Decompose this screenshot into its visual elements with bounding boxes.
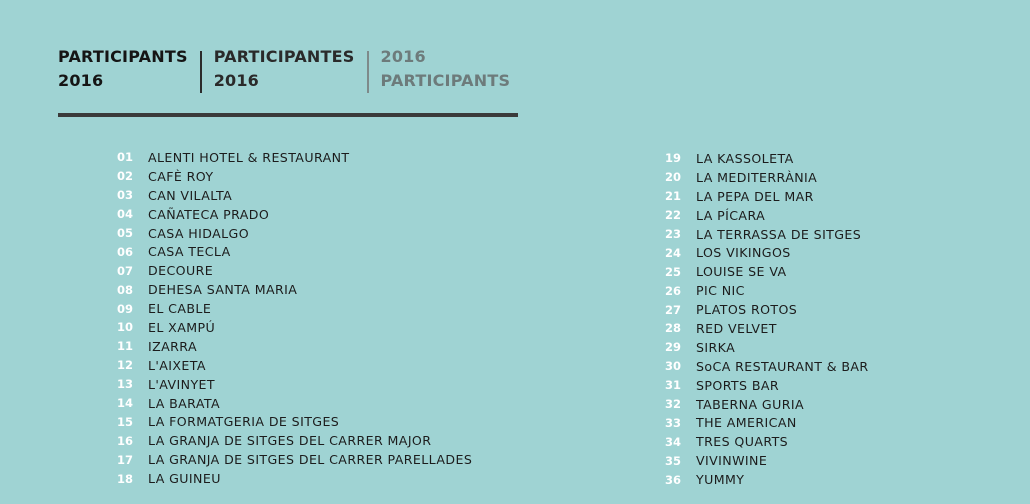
title-catalan-line-2: 2016 [58, 71, 104, 90]
title-divider [367, 51, 369, 93]
participant-number: 36 [665, 472, 682, 487]
participant-item [665, 243, 869, 262]
participant-name: CASA HIDALGO [148, 225, 250, 241]
participant-item [665, 206, 869, 225]
participant-item [665, 376, 869, 395]
title-divider [200, 51, 202, 93]
page-header [58, 45, 510, 93]
participant-name: LOS VIKINGOS [696, 245, 791, 261]
participant-number: 10 [117, 320, 134, 335]
participant-name: LOUISE SE VA [696, 264, 787, 280]
participant-item [665, 357, 869, 376]
participant-item [117, 148, 472, 167]
participant-name: LA KASSOLETA [696, 150, 794, 166]
participant-number: 26 [665, 283, 682, 298]
participant-number: 22 [665, 208, 682, 223]
participant-name: PIC NIC [696, 283, 745, 299]
participant-item [117, 469, 472, 488]
participant-name: LA GRANJA DE SITGES DEL CARRER PARELLADES [148, 452, 473, 468]
participant-name: DECOURE [148, 263, 214, 279]
participant-number: 15 [117, 414, 134, 429]
title-catalan [58, 45, 188, 93]
participants-list-left [117, 148, 472, 488]
participant-item [665, 338, 869, 357]
participant-item [665, 395, 869, 414]
participant-number: 34 [665, 434, 682, 449]
participant-item [117, 167, 472, 186]
participant-item [665, 262, 869, 281]
participant-name: LA GRANJA DE SITGES DEL CARRER MAJOR [148, 433, 432, 449]
title-spanish [214, 45, 355, 93]
participant-number: 16 [117, 433, 134, 448]
participant-item [665, 300, 869, 319]
participant-name: LA GUINEU [148, 471, 221, 487]
participant-item [665, 432, 869, 451]
participant-number: 03 [117, 188, 134, 203]
participant-name: SoCA RESTAURANT & BAR [696, 358, 869, 374]
participant-name: L'AVINYET [148, 376, 215, 392]
participant-name: CAFÈ ROY [148, 168, 214, 184]
participant-name: LA PÍCARA [696, 207, 766, 223]
participant-name: LA MEDITERRÀNIA [696, 169, 818, 185]
participants-list-right [665, 149, 869, 489]
participant-item [117, 186, 472, 205]
participant-name: TABERNA GURIA [696, 396, 804, 412]
participant-name: LA BARATA [148, 395, 220, 411]
participant-number: 14 [117, 396, 134, 411]
participant-number: 23 [665, 227, 682, 241]
participant-number: 35 [665, 453, 682, 468]
participant-item [665, 168, 869, 187]
participant-name: EL CABLE [148, 301, 212, 317]
participant-number: 29 [665, 340, 682, 355]
participant-number: 08 [117, 282, 134, 297]
participant-item [117, 299, 472, 318]
participant-item [117, 224, 472, 243]
participant-item [117, 261, 472, 280]
participant-name: IZARRA [148, 338, 197, 354]
participant-name: ALENTI HOTEL & RESTAURANT [148, 149, 350, 165]
participant-item [665, 187, 869, 206]
participant-name: L'AIXETA [148, 357, 206, 373]
participant-number: 27 [665, 302, 682, 317]
participant-number: 04 [117, 207, 134, 222]
participant-number: 21 [665, 189, 682, 204]
participant-name: SPORTS BAR [696, 377, 780, 393]
participant-number: 05 [117, 226, 134, 240]
participant-number: 20 [665, 170, 682, 185]
participant-item [117, 356, 472, 375]
participant-item [665, 281, 869, 300]
participant-item [117, 205, 472, 224]
header-rule [58, 113, 518, 117]
participant-name: RED VELVET [696, 320, 777, 336]
participant-number: 19 [665, 151, 682, 166]
title-english-line-2: PARTICIPANTS [380, 71, 511, 90]
participant-number: 06 [117, 244, 134, 259]
participant-item [117, 450, 472, 469]
participant-number: 02 [117, 169, 134, 184]
participant-number: 32 [665, 397, 682, 412]
participant-name: SIRKA [696, 339, 736, 355]
participant-number: 07 [117, 263, 134, 278]
participant-name: YUMMY [696, 472, 745, 488]
participant-item [117, 412, 472, 431]
title-catalan-line-1: PARTICIPANTS [58, 47, 188, 66]
participant-name: EL XAMPÚ [148, 319, 216, 335]
participant-name: DEHESA SANTA MARIA [148, 282, 298, 298]
participant-number: 18 [117, 471, 134, 486]
participant-number: 12 [117, 358, 134, 373]
participant-name: LA FORMATGERIA DE SITGES [148, 414, 340, 430]
participant-name: CASA TECLA [148, 244, 231, 260]
participant-name: PLATOS ROTOS [696, 302, 798, 318]
participant-item [665, 319, 869, 338]
participant-item [117, 337, 472, 356]
title-english [381, 45, 511, 93]
participant-name: LA TERRASSA DE SITGES [696, 226, 862, 242]
participant-item [117, 375, 472, 394]
participant-item [117, 431, 472, 450]
participant-item [665, 225, 869, 244]
title-spanish-line-1: PARTICIPANTES [213, 47, 355, 66]
participant-number: 28 [665, 321, 682, 336]
participant-number: 17 [117, 452, 134, 467]
participant-item [665, 470, 869, 489]
title-english-line-1: 2016 [380, 47, 426, 66]
participant-name: CAÑATECA PRADO [148, 206, 270, 222]
participant-item [117, 394, 472, 413]
participant-item [665, 149, 869, 168]
participant-item [117, 280, 472, 299]
participant-item [117, 318, 472, 337]
participant-number: 11 [117, 339, 134, 354]
participant-number: 25 [665, 264, 682, 279]
participant-number: 31 [665, 378, 682, 393]
participant-number: 24 [665, 245, 682, 260]
participant-name: LA PEPA DEL MAR [696, 188, 814, 204]
participant-item [117, 242, 472, 261]
participant-item [665, 413, 869, 432]
participant-name: THE AMERICAN [696, 415, 797, 431]
participant-number: 30 [665, 359, 682, 374]
participant-name: VIVINWINE [696, 453, 768, 469]
participant-number: 33 [665, 415, 682, 430]
participant-number: 01 [117, 150, 134, 165]
participant-name: CAN VILALTA [148, 187, 233, 203]
participant-name: TRES QUARTS [696, 434, 789, 450]
participant-item [665, 451, 869, 470]
participant-number: 13 [117, 377, 134, 392]
participant-number: 09 [117, 301, 134, 316]
title-spanish-line-2: 2016 [213, 71, 260, 90]
